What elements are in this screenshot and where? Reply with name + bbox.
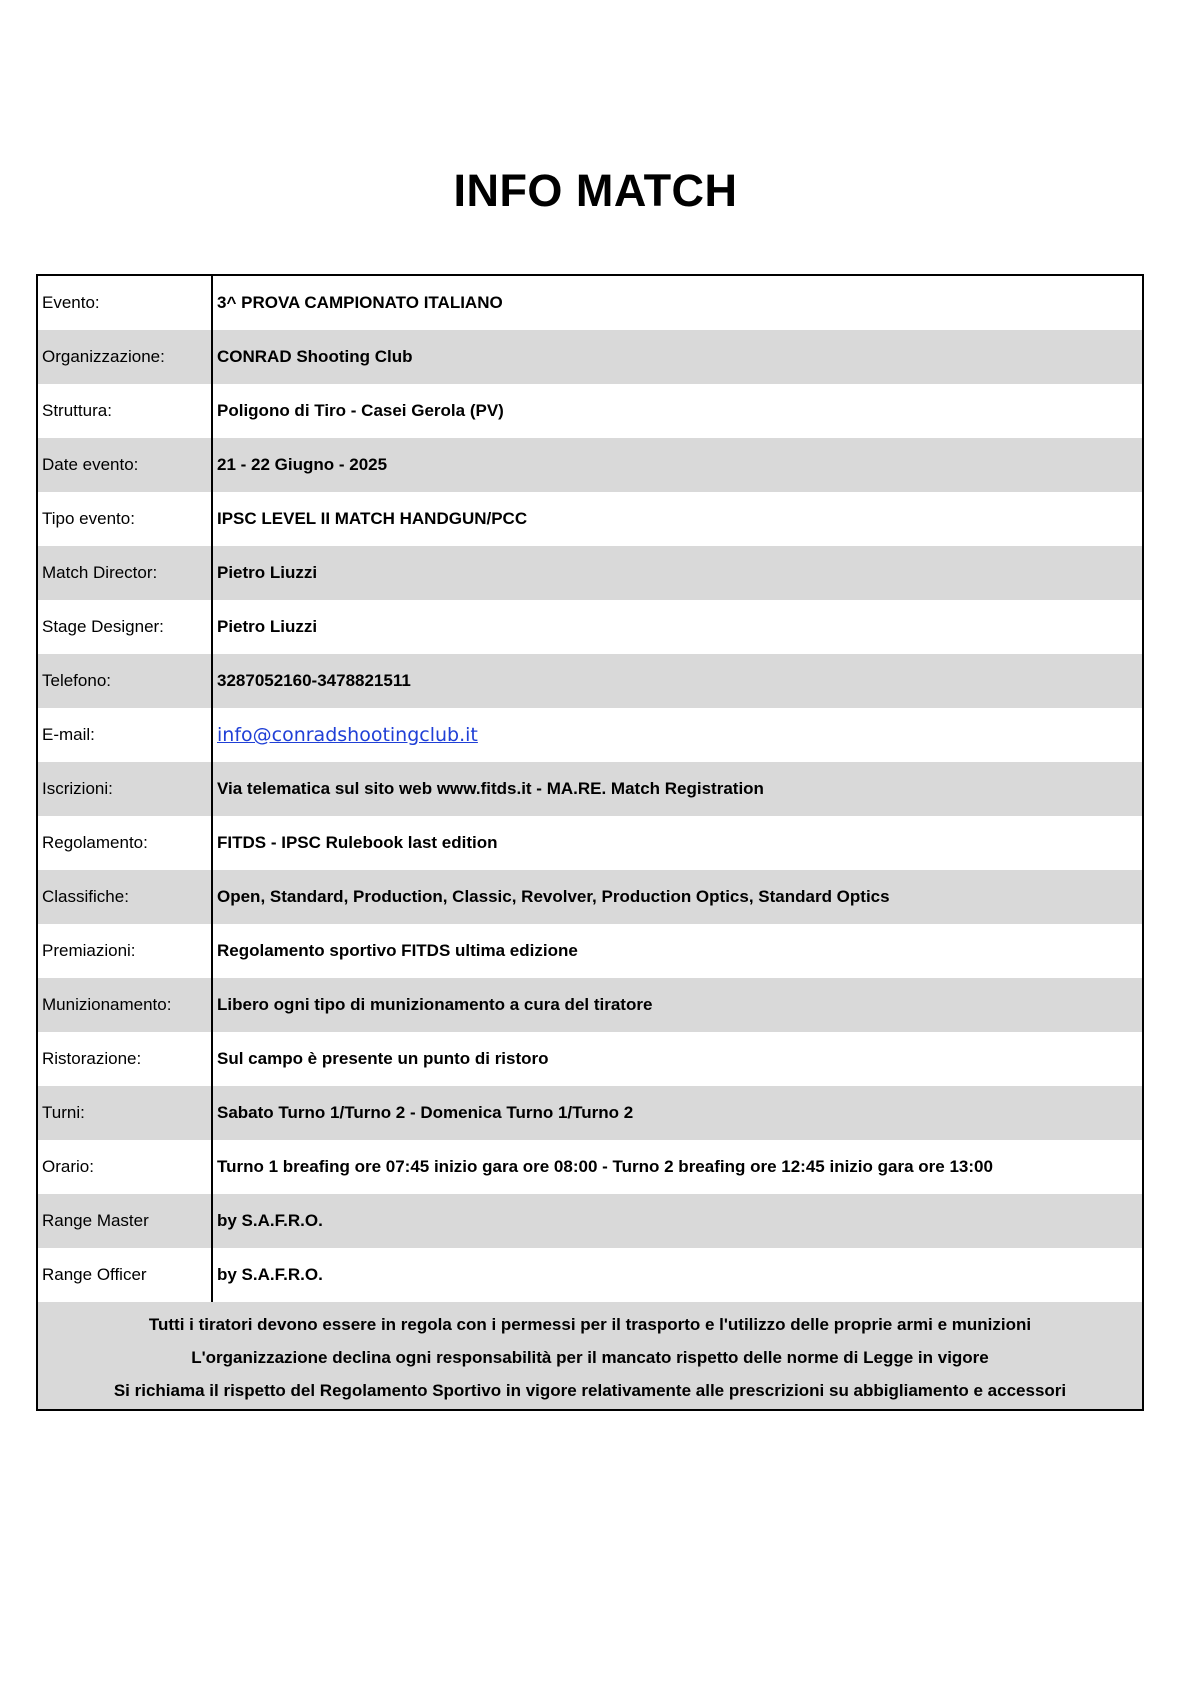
email-link[interactable]: info@conradshootingclub.it: [217, 724, 478, 746]
value-turni: Sabato Turno 1/Turno 2 - Domenica Turno 1/Turno 2: [217, 1103, 634, 1122]
label-range-master: Range Master: [38, 1194, 213, 1248]
page-title: INFO MATCH: [453, 165, 738, 216]
row-range-officer: [38, 1248, 1142, 1302]
value-telefono: 3287052160-3478821511: [217, 671, 411, 690]
row-munizionamento: [38, 978, 1142, 1032]
label-stage-designer: Stage Designer:: [38, 600, 213, 654]
note-line: Si richiama il rispetto del Regolamento Sportivo in vigore relativamente alle prescrizioni su abbigliamento e accessori: [113, 1381, 1067, 1400]
value-stage-designer: Pietro Liuzzi: [217, 617, 318, 636]
value-match-director: Pietro Liuzzi: [217, 563, 318, 582]
row-email: [38, 708, 1142, 762]
value-ristorazione: Sul campo è presente un punto di ristoro: [217, 1049, 549, 1068]
label-struttura: Struttura:: [38, 384, 213, 438]
label-tipo-evento: Tipo evento:: [38, 492, 213, 546]
row-range-master: [38, 1194, 1142, 1248]
label-organizzazione: Organizzazione:: [38, 330, 213, 384]
value-organizzazione: CONRAD Shooting Club: [217, 347, 413, 366]
label-orario: Orario:: [38, 1140, 213, 1194]
value-iscrizioni: Via telematica sul sito web www.fitds.it - MA.RE. Match Registration: [217, 779, 764, 798]
value-evento: 3^ PROVA CAMPIONATO ITALIANO: [217, 293, 503, 312]
note-line: Tutti i tiratori devono essere in regola con i permessi per il trasporto e l'utilizzo delle proprie armi e munizioni: [148, 1315, 1032, 1334]
info-table: [36, 274, 1144, 1411]
row-iscrizioni: [38, 762, 1142, 816]
value-date-evento: 21 - 22 Giugno - 2025: [217, 455, 388, 474]
row-organizzazione: [38, 330, 1142, 384]
label-ristorazione: Ristorazione:: [38, 1032, 213, 1086]
label-regolamento: Regolamento:: [38, 816, 213, 870]
note-line: L'organizzazione declina ogni responsabilità per il mancato rispetto delle norme di Legge in vigore: [191, 1348, 989, 1367]
value-range-officer: by S.A.F.R.O.: [217, 1265, 323, 1284]
value-regolamento: FITDS - IPSC Rulebook last edition: [217, 833, 498, 852]
value-tipo-evento: IPSC LEVEL II MATCH HANDGUN/PCC: [217, 509, 528, 528]
label-email: E-mail:: [38, 708, 213, 762]
row-turni: [38, 1086, 1142, 1140]
label-date-evento: Date evento:: [38, 438, 213, 492]
label-iscrizioni: Iscrizioni:: [38, 762, 213, 816]
label-premiazioni: Premiazioni:: [38, 924, 213, 978]
row-stage-designer: [38, 600, 1142, 654]
row-tipo-evento: [38, 492, 1142, 546]
label-turni: Turni:: [38, 1086, 213, 1140]
value-email: [213, 708, 1142, 762]
row-premiazioni: [38, 924, 1142, 978]
label-match-director: Match Director:: [38, 546, 213, 600]
value-munizionamento: Libero ogni tipo di munizionamento a cura del tiratore: [217, 995, 653, 1014]
label-classifiche: Classifiche:: [38, 870, 213, 924]
row-match-director: [38, 546, 1142, 600]
row-date-evento: [38, 438, 1142, 492]
row-evento: [38, 276, 1142, 330]
row-telefono: [38, 654, 1142, 708]
row-orario: [38, 1140, 1142, 1194]
label-telefono: Telefono:: [38, 654, 213, 708]
value-classifiche: Open, Standard, Production, Classic, Revolver, Production Optics, Standard Optics: [217, 887, 890, 906]
label-munizionamento: Munizionamento:: [38, 978, 213, 1032]
notes-section: [38, 1302, 1142, 1409]
value-struttura: Poligono di Tiro - Casei Gerola (PV): [217, 401, 504, 420]
row-regolamento: [38, 816, 1142, 870]
row-ristorazione: [38, 1032, 1142, 1086]
value-premiazioni: Regolamento sportivo FITDS ultima edizione: [217, 941, 578, 960]
label-evento: Evento:: [38, 276, 213, 330]
value-range-master: by S.A.F.R.O.: [217, 1211, 323, 1230]
row-struttura: [38, 384, 1142, 438]
value-orario: Turno 1 breafing ore 07:45 inizio gara ore 08:00 - Turno 2 breafing ore 12:45 inizio gara ore 13:00: [217, 1157, 993, 1176]
label-range-officer: Range Officer: [38, 1248, 213, 1302]
row-classifiche: [38, 870, 1142, 924]
